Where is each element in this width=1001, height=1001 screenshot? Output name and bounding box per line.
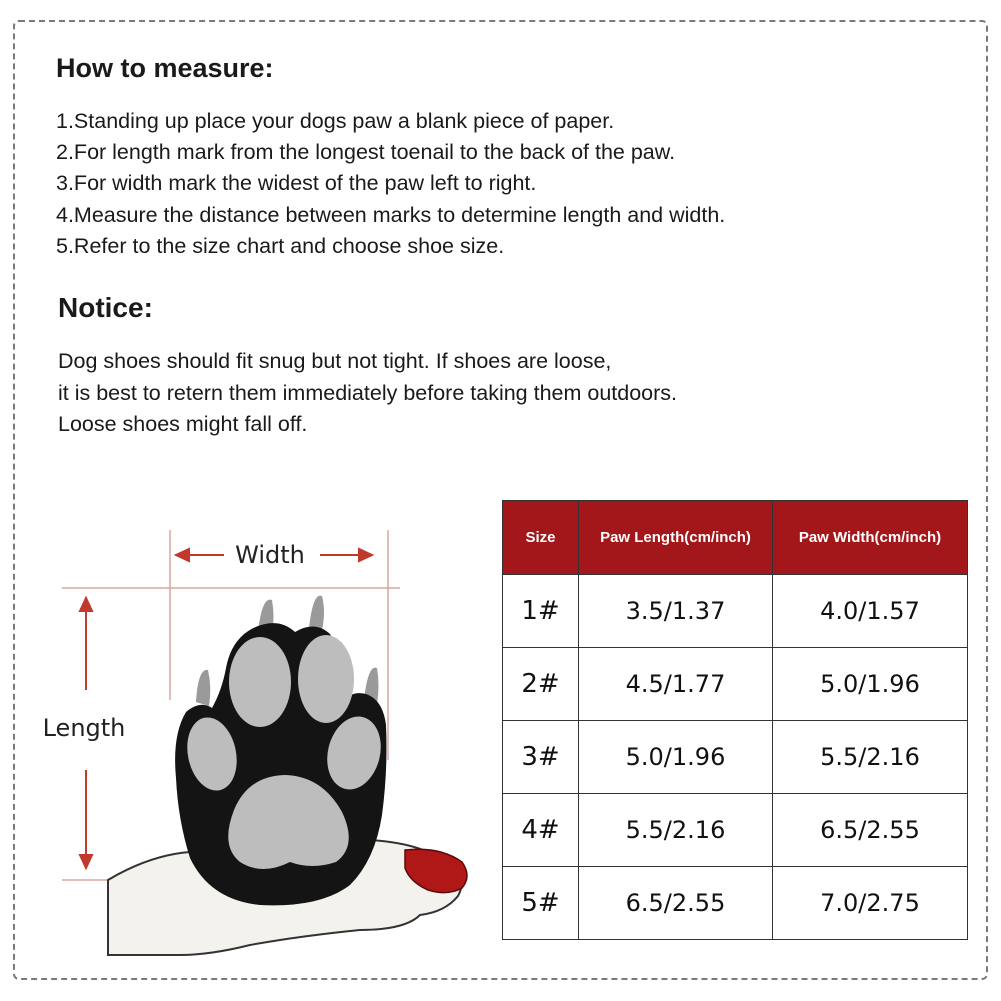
paw-length-column-header: Paw Length(cm/inch) <box>579 501 773 575</box>
paw-width-cell: 5.5/2.16 <box>773 721 968 794</box>
size-cell: 4# <box>503 794 579 867</box>
notice-text <box>58 346 677 441</box>
size-cell: 1# <box>503 575 579 648</box>
measure-step: 2.For length mark from the longest toenail to the back of the paw. <box>56 140 676 165</box>
table-row <box>503 794 968 867</box>
measure-step: 1.Standing up place your dogs paw a blank piece of paper. <box>56 109 615 133</box>
size-table-header-row <box>503 501 968 575</box>
width-label: Width <box>235 541 305 569</box>
notice-line: Loose shoes might fall off. <box>58 412 308 436</box>
paw-width-cell: 4.0/1.57 <box>773 575 968 648</box>
paw-measurement-diagram <box>30 520 480 960</box>
measure-steps-list <box>56 106 725 262</box>
paw-length-cell: 3.5/1.37 <box>579 575 773 648</box>
table-row <box>503 648 968 721</box>
notice-line: Dog shoes should fit snug but not tight. If shoes are loose, <box>58 349 612 373</box>
paw-width-cell: 5.0/1.96 <box>773 648 968 721</box>
size-chart-table <box>502 500 968 940</box>
table-row <box>503 867 968 940</box>
measure-step: 4.Measure the distance between marks to determine length and width. <box>56 202 726 227</box>
notice-line: it is best to retern them immediately before taking them outdoors. <box>58 380 678 405</box>
paw-length-cell: 5.0/1.96 <box>579 721 773 794</box>
how-to-measure-title: How to measure: <box>56 53 274 83</box>
paw-length-cell: 4.5/1.77 <box>579 648 773 721</box>
paw-length-cell: 5.5/2.16 <box>579 794 773 867</box>
paw-width-cell: 6.5/2.55 <box>773 794 968 867</box>
paw-width-column-header: Paw Width(cm/inch) <box>773 501 968 575</box>
measure-step: 5.Refer to the size chart and choose shoe size. <box>56 233 505 258</box>
size-cell: 2# <box>503 648 579 721</box>
size-cell: 3# <box>503 721 579 794</box>
table-row <box>503 575 968 648</box>
length-label: Length <box>42 714 126 742</box>
notice-title: Notice: <box>58 292 153 323</box>
paw-length-cell: 6.5/2.55 <box>579 867 773 940</box>
measure-step: 3.For width mark the widest of the paw left to right. <box>56 171 537 196</box>
paw-width-cell: 7.0/2.75 <box>773 867 968 940</box>
size-cell: 5# <box>503 867 579 940</box>
size-column-header: Size <box>503 501 579 575</box>
table-row <box>503 721 968 794</box>
